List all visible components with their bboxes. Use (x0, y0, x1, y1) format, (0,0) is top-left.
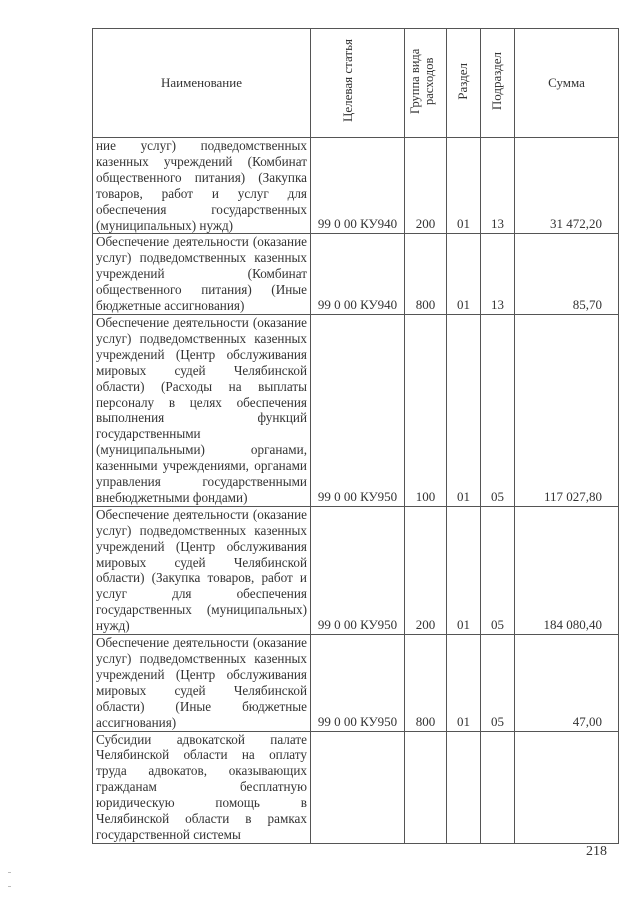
column-header-subsection: Подраздел (481, 29, 515, 138)
table-row (93, 506, 619, 634)
column-header-sum: Сумма (515, 29, 619, 138)
row-target-article: 99 0 00 КУ950 (311, 635, 405, 731)
table-row (93, 138, 619, 234)
row-name: Обеспечение деятельности (оказание услуг) подведомственных казенных учреждений (Центр обслуживания мировых судей Челябинской области) (Расходы на выплаты персоналу в целях обеспечения выполнения функций государственными (муниципальными) органами, казенными учреждениями, органами управления государственными внебюджетными фондами) (93, 314, 311, 506)
row-name: Субсидии адвокатской палате Челябинской области на оплату труда адвокатов, оказывающих гражданам бесплатную юридическую помощь в Челябинской области в рамках государственной системы (93, 731, 311, 843)
row-target-article: 99 0 00 КУ940 (311, 138, 405, 234)
row-sum: 31 472,20 (515, 138, 619, 234)
row-expense-group: 100 (405, 314, 447, 506)
table-row (93, 731, 619, 843)
row-sum (515, 731, 619, 843)
budget-table (92, 28, 619, 844)
row-sum: 117 027,80 (515, 314, 619, 506)
row-name: Обеспечение деятельности (оказание услуг) подведомственных казенных учреждений (Центр обслуживания мировых судей Челябинской области) (Закупка товаров, работ и услуг для обеспечения государственных (муниципальных) нужд) (93, 506, 311, 634)
row-sum: 85,70 (515, 234, 619, 315)
budget-document (92, 28, 618, 842)
row-expense-group: 800 (405, 234, 447, 315)
row-subsection: 05 (481, 506, 515, 634)
row-subsection: 05 (481, 314, 515, 506)
row-section: 01 (447, 234, 481, 315)
row-section: 01 (447, 635, 481, 731)
column-header-expense-group: Группа вида расходов (405, 29, 447, 138)
row-target-article: 99 0 00 КУ940 (311, 234, 405, 315)
row-section: 01 (447, 314, 481, 506)
scan-mark (8, 872, 11, 873)
row-target-article (311, 731, 405, 843)
row-target-article: 99 0 00 КУ950 (311, 506, 405, 634)
scan-mark (8, 886, 11, 887)
row-section: 01 (447, 506, 481, 634)
row-subsection: 13 (481, 138, 515, 234)
row-name: Обеспечение деятельности (оказание услуг) подведомственных казенных учреждений (Комбинат общественного питания) (Иные бюджетные ассигнования) (93, 234, 311, 315)
column-header-name: Наименование (93, 29, 311, 138)
table-row (93, 635, 619, 731)
column-header-section: Раздел (447, 29, 481, 138)
row-name: Обеспечение деятельности (оказание услуг) подведомственных казенных учреждений (Центр обслуживания мировых судей Челябинской области) (Иные бюджетные ассигнования) (93, 635, 311, 731)
row-subsection: 05 (481, 635, 515, 731)
row-target-article: 99 0 00 КУ950 (311, 314, 405, 506)
row-expense-group: 800 (405, 635, 447, 731)
row-expense-group: 200 (405, 506, 447, 634)
row-subsection (481, 731, 515, 843)
row-name: ние услуг) подведомственных казенных учреждений (Комбинат общественного питания) (Закупка товаров, работ и услуг для обеспечения государственных (муниципальных) нужд) (93, 138, 311, 234)
table-row (93, 314, 619, 506)
row-sum: 47,00 (515, 635, 619, 731)
page-number: 218 (586, 844, 607, 859)
row-section: 01 (447, 138, 481, 234)
row-section (447, 731, 481, 843)
row-sum: 184 080,40 (515, 506, 619, 634)
column-header-target-article: Целевая статья (311, 29, 405, 138)
table-header-row (93, 29, 619, 138)
table-row (93, 234, 619, 315)
row-subsection: 13 (481, 234, 515, 315)
row-expense-group: 200 (405, 138, 447, 234)
row-expense-group (405, 731, 447, 843)
